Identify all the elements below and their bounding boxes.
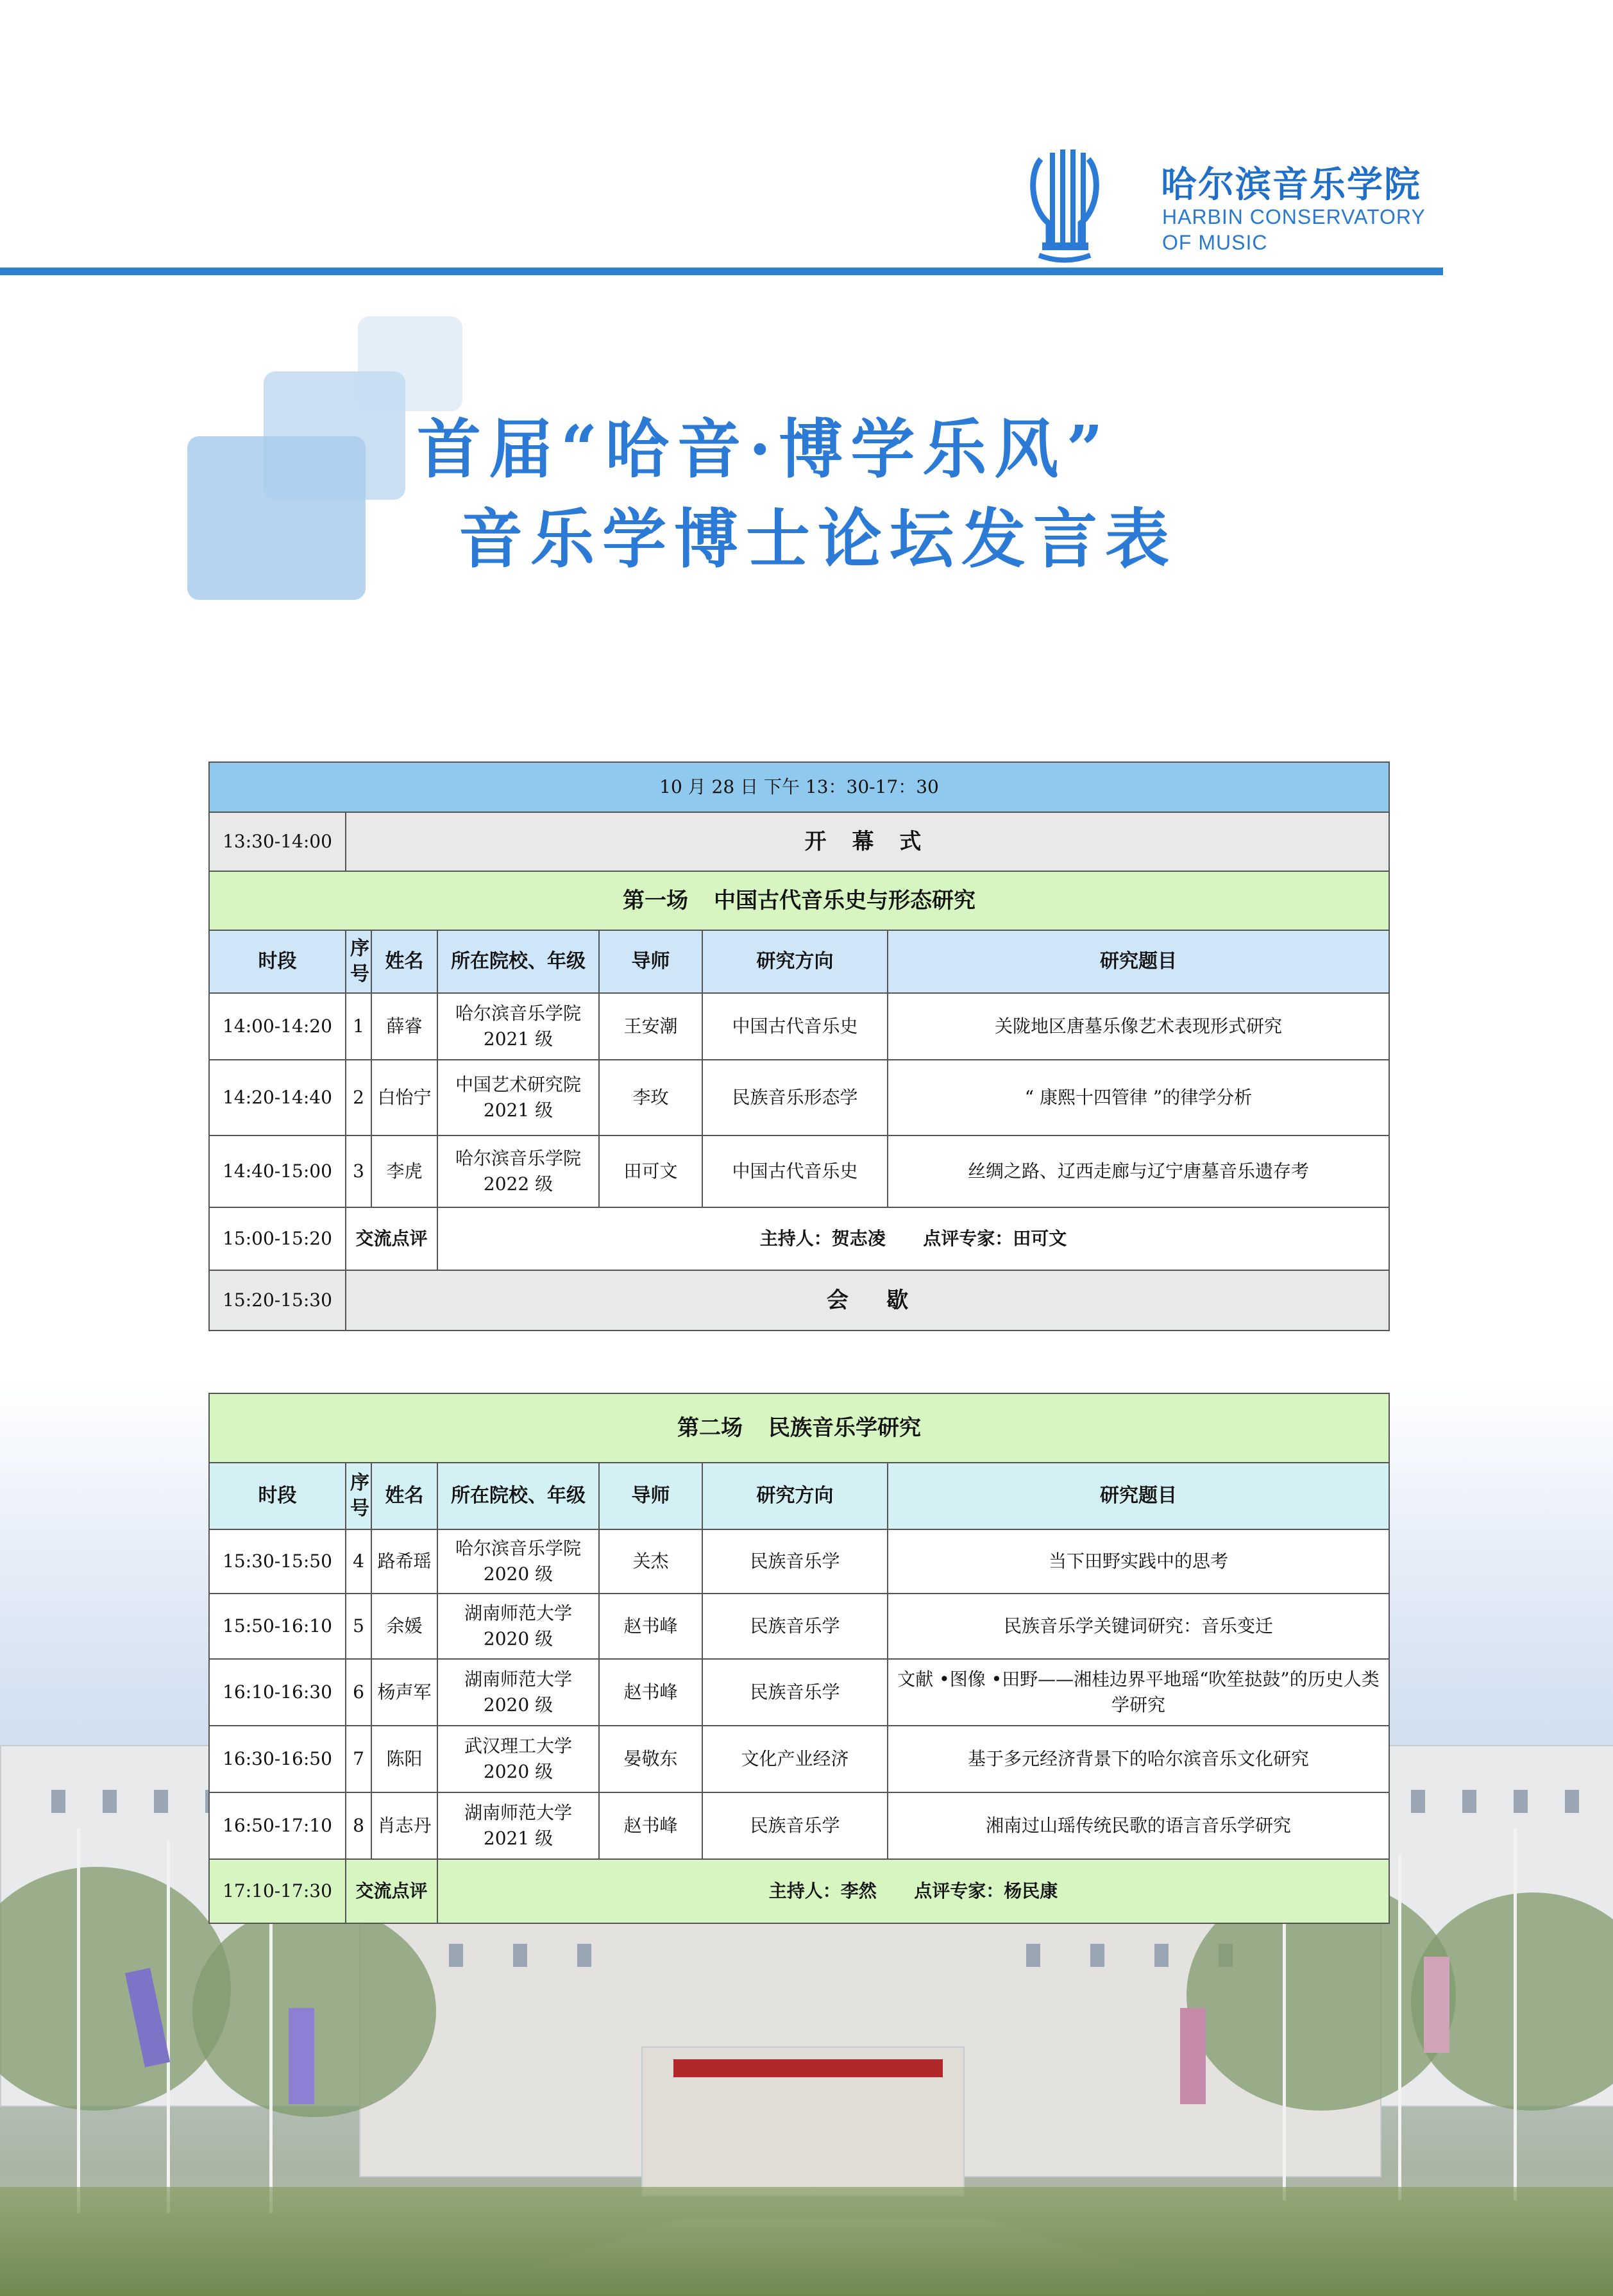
break-time: 15:20-15:30 — [209, 1270, 346, 1331]
review-time: 15:00-15:20 — [209, 1207, 346, 1270]
review-row — [209, 1207, 1389, 1270]
header-time: 时段 — [209, 930, 346, 993]
session-name: 第一场 — [623, 888, 688, 914]
school-grade: 2021 级 — [483, 1028, 553, 1050]
header-time: 时段 — [209, 1463, 346, 1529]
row-name: 薛睿 — [371, 993, 437, 1060]
break-row — [209, 1270, 1389, 1331]
table-header-row — [209, 1463, 1389, 1529]
row-time: 14:00-14:20 — [209, 993, 346, 1060]
row-topic: 基于多元经济背景下的哈尔滨音乐文化研究 — [888, 1726, 1389, 1792]
row-field: 民族音乐学 — [702, 1659, 888, 1726]
school-grade: 2020 级 — [483, 1628, 553, 1649]
row-topic: “ 康熙十四管律 ”的律学分析 — [888, 1060, 1389, 1135]
review-label: 交流点评 — [346, 1207, 437, 1270]
logo-chinese-name: 哈尔滨音乐学院 — [1161, 164, 1421, 206]
row-advisor: 晏敬东 — [599, 1726, 702, 1792]
decor-square-large — [187, 436, 366, 600]
table-row — [209, 1135, 1389, 1207]
school-name: 武汉理工大学 — [464, 1735, 572, 1756]
header-topic: 研究题目 — [888, 930, 1389, 993]
row-field: 中国古代音乐史 — [702, 1135, 888, 1207]
header-no: 序号 — [346, 1463, 371, 1529]
row-no: 5 — [346, 1594, 371, 1659]
row-field: 民族音乐学 — [702, 1594, 888, 1659]
row-no: 3 — [346, 1135, 371, 1207]
session-name: 第二场 — [677, 1415, 743, 1441]
row-school — [437, 1726, 599, 1792]
session-title — [209, 1393, 1389, 1463]
row-topic: 湘南过山瑶传统民歌的语言音乐学研究 — [888, 1792, 1389, 1859]
school-grade: 2021 级 — [483, 1100, 553, 1121]
row-topic: 丝绸之路、辽西走廊与辽宁唐墓音乐遗存考 — [888, 1135, 1389, 1207]
row-name: 李虎 — [371, 1135, 437, 1207]
table-row — [209, 1659, 1389, 1726]
row-name: 路希瑶 — [371, 1529, 437, 1594]
row-no: 8 — [346, 1792, 371, 1859]
row-time: 15:50-16:10 — [209, 1594, 346, 1659]
header-school: 所在院校、年级 — [437, 930, 599, 993]
row-advisor: 赵书峰 — [599, 1659, 702, 1726]
school-grade: 2021 级 — [483, 1828, 553, 1849]
row-name: 白怡宁 — [371, 1060, 437, 1135]
table-row — [209, 1060, 1389, 1135]
review-row — [209, 1859, 1389, 1923]
row-school — [437, 1659, 599, 1726]
logo-english-line2: OF MUSIC — [1162, 231, 1268, 254]
row-advisor: 田可文 — [599, 1135, 702, 1207]
table-row — [209, 1594, 1389, 1659]
school-grade: 2022 级 — [483, 1173, 553, 1195]
session-topic: 民族音乐学研究 — [768, 1415, 922, 1441]
table-header-row — [209, 930, 1389, 993]
table-row — [209, 993, 1389, 1060]
school-name: 湖南师范大学 — [464, 1802, 572, 1823]
row-topic: 当下田野实践中的思考 — [888, 1529, 1389, 1594]
row-field: 中国古代音乐史 — [702, 993, 888, 1060]
date-cell: 10 月 28 日 下午 13：30-17：30 — [209, 762, 1389, 812]
row-name: 陈阳 — [371, 1726, 437, 1792]
row-no: 2 — [346, 1060, 371, 1135]
row-topic: 民族音乐学关键词研究：音乐变迁 — [888, 1594, 1389, 1659]
header-name: 姓名 — [371, 1463, 437, 1529]
row-advisor: 李玫 — [599, 1060, 702, 1135]
title-line2: 音乐学博士论坛发言表 — [459, 501, 1177, 577]
header-name: 姓名 — [371, 930, 437, 993]
row-topic: 文献 •图像 •田野——湘桂边界平地瑶“吹笙挞鼓”的历史人类学研究 — [888, 1659, 1389, 1726]
row-name: 余媛 — [371, 1594, 437, 1659]
page-title — [385, 404, 1283, 584]
school-grade: 2020 级 — [483, 1694, 553, 1715]
row-time: 14:40-15:00 — [209, 1135, 346, 1207]
school-name: 哈尔滨音乐学院 — [455, 1538, 581, 1559]
row-school — [437, 1594, 599, 1659]
school-name: 湖南师范大学 — [464, 1603, 572, 1624]
header-advisor: 导师 — [599, 1463, 702, 1529]
date-row — [209, 762, 1389, 812]
row-time: 14:20-14:40 — [209, 1060, 346, 1135]
session-title-row — [209, 871, 1389, 930]
school-grade: 2020 级 — [483, 1563, 553, 1585]
table-row — [209, 1726, 1389, 1792]
row-school — [437, 1792, 599, 1859]
header-divider — [0, 268, 1443, 275]
header-topic: 研究题目 — [888, 1463, 1389, 1529]
header-school: 所在院校、年级 — [437, 1463, 599, 1529]
row-advisor: 关杰 — [599, 1529, 702, 1594]
row-time: 16:50-17:10 — [209, 1792, 346, 1859]
row-no: 6 — [346, 1659, 371, 1726]
row-field: 民族音乐学 — [702, 1792, 888, 1859]
header-advisor: 导师 — [599, 930, 702, 993]
session-title-row — [209, 1393, 1389, 1463]
header-field: 研究方向 — [702, 1463, 888, 1529]
review-detail: 主持人：李然 点评专家：杨民康 — [437, 1859, 1389, 1923]
row-topic: 关陇地区唐墓乐像艺术表现形式研究 — [888, 993, 1389, 1060]
school-name: 哈尔滨音乐学院 — [455, 1148, 581, 1169]
row-advisor: 赵书峰 — [599, 1792, 702, 1859]
row-no: 1 — [346, 993, 371, 1060]
opening-time: 13:30-14:00 — [209, 812, 346, 871]
row-name: 杨声军 — [371, 1659, 437, 1726]
row-school — [437, 1060, 599, 1135]
opening-label: 开 幕 式 — [346, 812, 1389, 871]
row-name: 肖志丹 — [371, 1792, 437, 1859]
schedule-table-session1 — [208, 761, 1390, 1331]
row-no: 4 — [346, 1529, 371, 1594]
school-grade: 2020 级 — [483, 1761, 553, 1782]
opening-row — [209, 812, 1389, 871]
row-school — [437, 1135, 599, 1207]
session-title — [209, 871, 1389, 930]
row-time: 16:10-16:30 — [209, 1659, 346, 1726]
row-advisor: 赵书峰 — [599, 1594, 702, 1659]
row-field: 民族音乐形态学 — [702, 1060, 888, 1135]
conservatory-lyre-logo — [1029, 146, 1100, 265]
row-advisor: 王安潮 — [599, 993, 702, 1060]
title-line1: 首届“哈音·博学乐风” — [417, 411, 1111, 487]
header-field: 研究方向 — [702, 930, 888, 993]
school-name: 中国艺术研究院 — [455, 1074, 581, 1095]
header-no: 序号 — [346, 930, 371, 993]
row-school — [437, 1529, 599, 1594]
row-time: 16:30-16:50 — [209, 1726, 346, 1792]
logo-english-line1: HARBIN CONSERVATORY — [1162, 205, 1426, 228]
school-name: 湖南师范大学 — [464, 1669, 572, 1690]
row-no: 7 — [346, 1726, 371, 1792]
table-row — [209, 1529, 1389, 1594]
row-school — [437, 993, 599, 1060]
review-time: 17:10-17:30 — [209, 1859, 346, 1923]
row-field: 文化产业经济 — [702, 1726, 888, 1792]
break-label: 会 歇 — [346, 1270, 1389, 1331]
school-name: 哈尔滨音乐学院 — [455, 1003, 581, 1024]
review-detail: 主持人：贺志凌 点评专家：田可文 — [437, 1207, 1389, 1270]
schedule-table-session2 — [208, 1393, 1390, 1924]
review-label: 交流点评 — [346, 1859, 437, 1923]
table-row — [209, 1792, 1389, 1859]
row-time: 15:30-15:50 — [209, 1529, 346, 1594]
session-topic: 中国古代音乐史与形态研究 — [714, 888, 975, 914]
row-field: 民族音乐学 — [702, 1529, 888, 1594]
